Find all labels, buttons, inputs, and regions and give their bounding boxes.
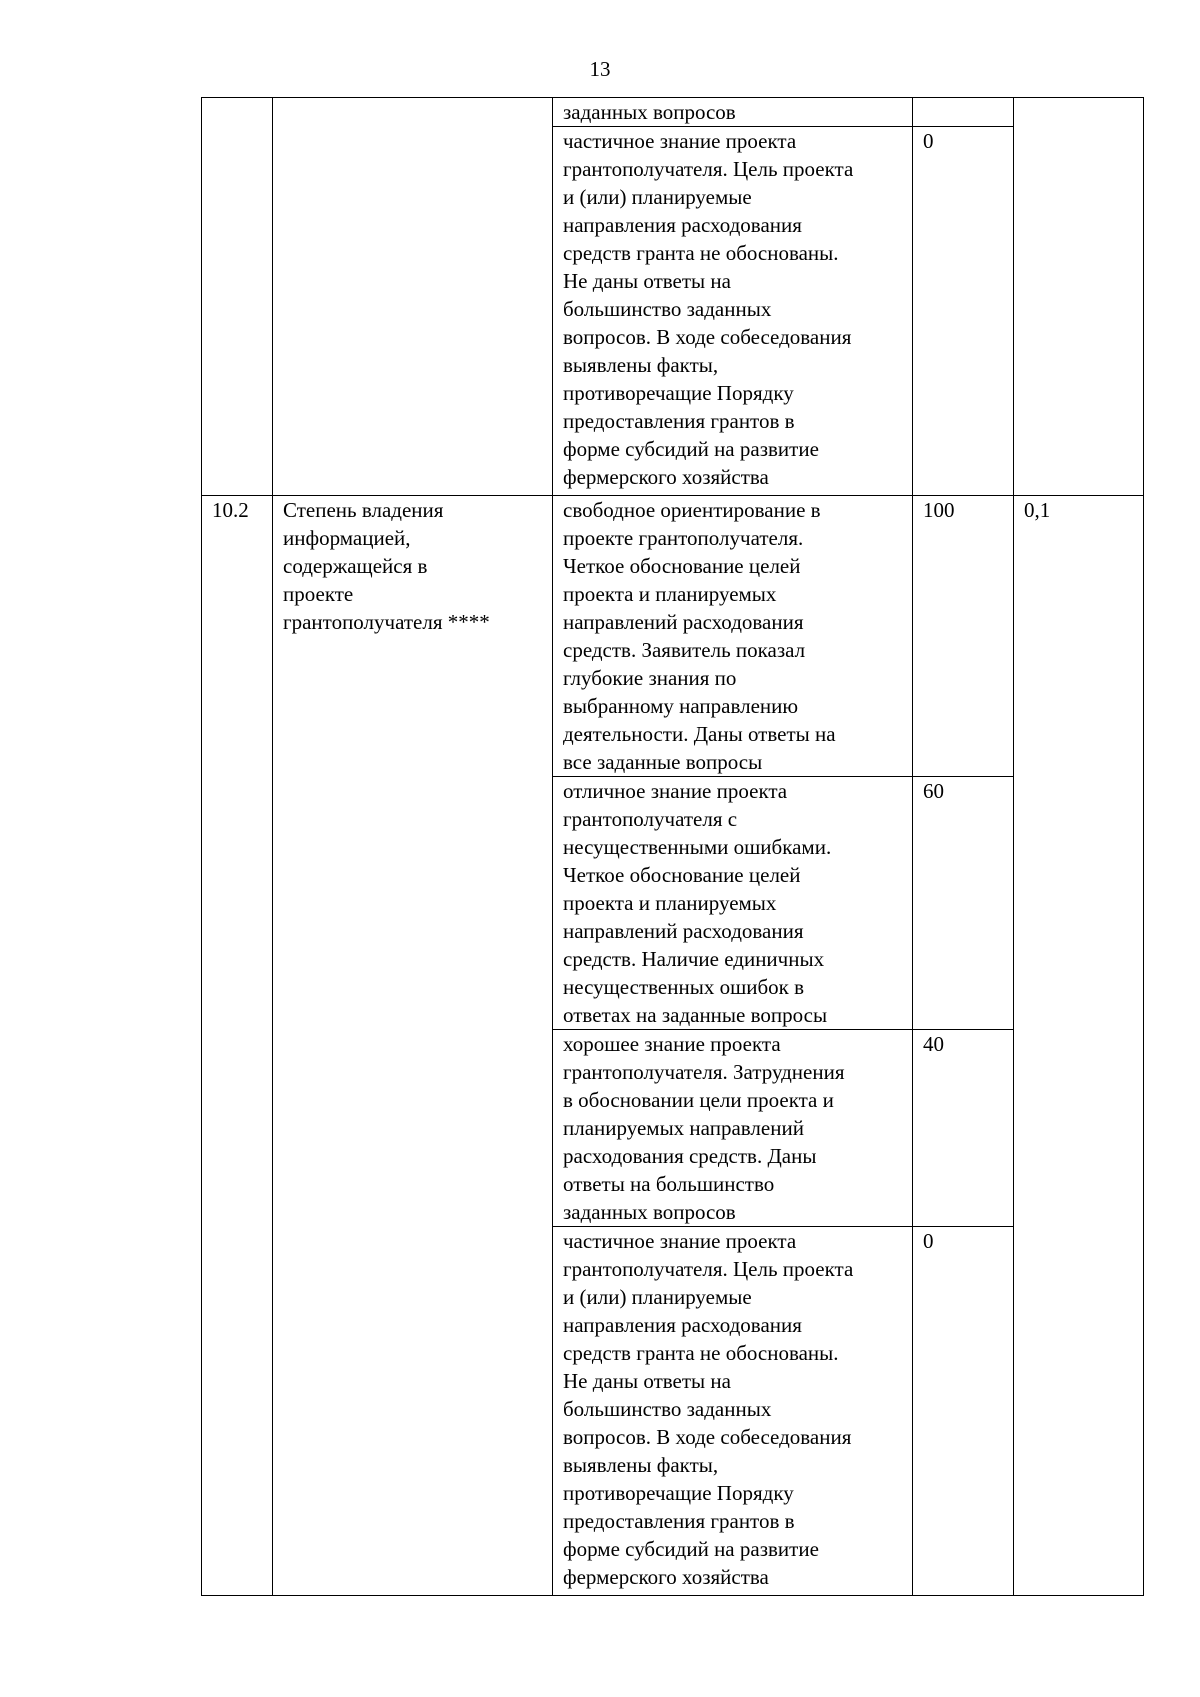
criterion-name-cell bbox=[273, 496, 553, 1596]
number-cell bbox=[202, 98, 273, 496]
score-cell bbox=[913, 777, 1014, 1030]
score-value: 60 bbox=[923, 779, 944, 803]
option-text: частичное знание проекта грантополучателя. Цель проекта и (или) планируемые направления расходования средств гранта не обоснованы. Не даны ответы на большинство заданных вопросов. В ходе собеседования выявлены факты, противоречащие Порядку предоставления грантов в форме субсидий на развитие фермерского хозяйства bbox=[563, 129, 854, 489]
option-cell bbox=[553, 98, 913, 127]
option-cell bbox=[553, 777, 913, 1030]
option-cell bbox=[553, 127, 913, 496]
option-text: отличное знание проекта грантополучателя с несущественными ошибками. Четкое обоснование целей проекта и планируемых направлений расходования средств. Наличие единичных несущественных ошибок в ответах на заданные вопросы bbox=[563, 779, 832, 1027]
score-cell bbox=[913, 1227, 1014, 1596]
score-value: 100 bbox=[923, 498, 955, 522]
option-cell bbox=[553, 1030, 913, 1227]
option-cell bbox=[553, 1227, 913, 1596]
score-value: 40 bbox=[923, 1032, 944, 1056]
weight-cell bbox=[1014, 98, 1144, 496]
score-cell bbox=[913, 1030, 1014, 1227]
option-cell bbox=[553, 496, 913, 777]
criterion-name: Степень владения информацией, содержащейся в проекте грантополучателя **** bbox=[283, 498, 490, 634]
table-row bbox=[202, 98, 1144, 127]
score-cell bbox=[913, 127, 1014, 496]
weight-cell bbox=[1014, 496, 1144, 1596]
number-cell bbox=[202, 496, 273, 1596]
criteria-table bbox=[201, 97, 1144, 1596]
criterion-number: 10.2 bbox=[212, 498, 249, 522]
score-value: 0 bbox=[923, 129, 934, 153]
criterion-name-cell bbox=[273, 98, 553, 496]
option-text: хорошее знание проекта грантополучателя. Затруднения в обосновании цели проекта и планируемых направлений расходования средств. Даны ответы на большинство заданных вопросов bbox=[563, 1032, 845, 1224]
weight-value: 0,1 bbox=[1024, 498, 1051, 522]
page-number: 13 bbox=[589, 57, 611, 81]
score-cell bbox=[913, 496, 1014, 777]
table-row bbox=[202, 496, 1144, 777]
option-text: свободное ориентирование в проекте грантополучателя. Четкое обоснование целей проекта и планируемых направлений расходования средств. Заявитель показал глубокие знания по выбранному направлению деятельности. Даны ответы на все заданные вопросы bbox=[563, 498, 836, 774]
option-text: заданных вопросов bbox=[563, 100, 736, 124]
score-value: 0 bbox=[923, 1229, 934, 1253]
score-cell bbox=[913, 98, 1014, 127]
option-text: частичное знание проекта грантополучателя. Цель проекта и (или) планируемые направления расходования средств гранта не обоснованы. Не даны ответы на большинство заданных вопросов. В ходе собеседования выявлены факты, противоречащие Порядку предоставления грантов в форме субсидий на развитие фермерского хозяйства bbox=[563, 1229, 854, 1589]
